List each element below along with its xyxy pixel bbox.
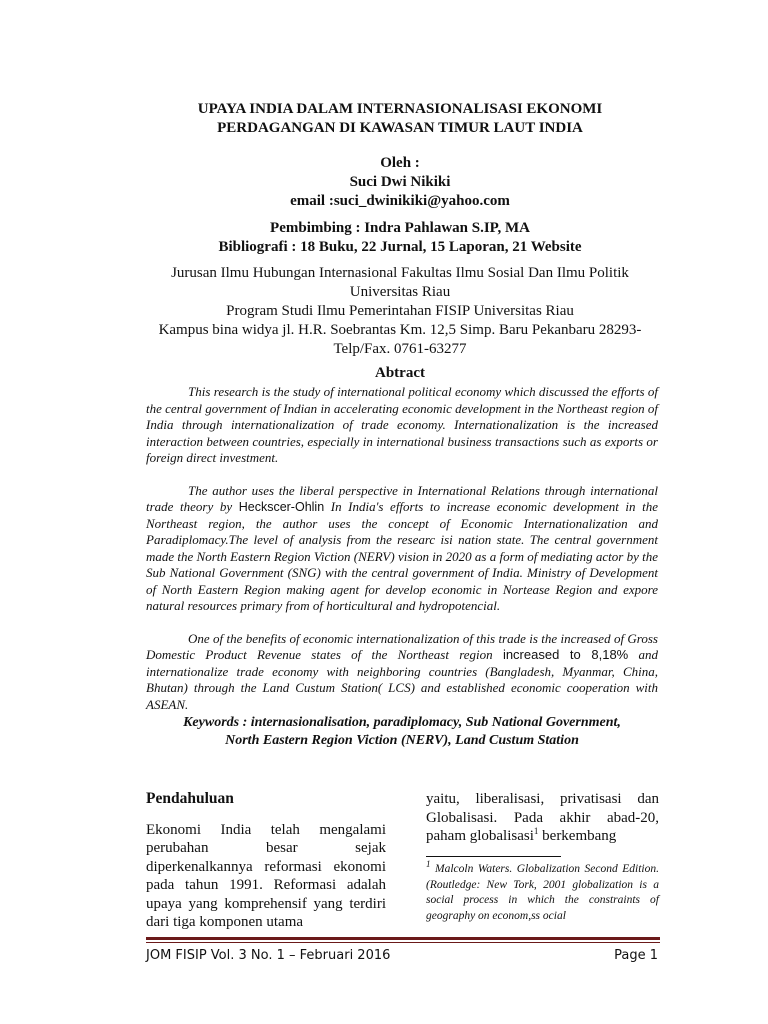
meta-block [140,219,660,257]
footnote [426,859,659,924]
footnote-reference[interactable]: 1 [533,826,539,836]
institution-block [120,264,680,359]
abstract-p2-part-b: In India's efforts to increase economic development in the Northeast region, the author uses the concept of Economic Internationalization and Paradiplomacy.The level of analysis from the researc isi nation state. The central government made the North Eastern Region Viction (NERV) vision in 2020 as a form of mediating actor by the Sub National Government (SNG) with the central government of India. Ministry of Development of North Eastern Region making agent for develop economic in Nortease Region and expore natural resources primary from of horticultural and hydropotencial. [146,499,659,613]
institution-line-5: Telp/Fax. 0761-63277 [333,341,467,357]
institution-line-4: Kampus bina widya jl. H.R. Soebrantas Km. 12,5 Simp. Baru Pekanbaru 28293- [158,322,642,338]
intro-right-tail: berkembang [538,828,617,844]
keywords-line-2: North Eastern Region Viction (NERV), Land Custum Station [225,733,579,748]
abstract-p2-part-a: The author uses the liberal perspective in International Relations through international trade theory by [146,482,658,514]
institution-line-1: Jurusan Ilmu Hubungan Internasional Fakultas Ilmu Sosial Dan Ilmu Politik [171,265,629,281]
institution-line-2: Universitas Riau [349,284,451,300]
abstract-paragraph-2 [146,483,658,615]
supervisor: Pembimbing : Indra Pahlawan S.IP, MA [270,220,530,236]
bibliography-count: Bibliografi : 18 Buku, 22 Jurnal, 15 Laporan, 21 Website [218,239,582,255]
footer-journal: JOM FISIP Vol. 3 No. 1 – Februari 2016 [146,948,391,963]
abstract-paragraph-1: This research is the study of international political economy which discussed the efforts of the central government of Indian in accelerating economic development in the Northeast region of India through internationalization of trade economy. Internationalization is the increased interaction between countries, especially in international business transactions such as exports or foreign direct investment. [146,384,658,465]
intro-left-text: Ekonomi India telah mengalami perubahan besar sejak diperkenalkannya reformasi ekonomi pada tahun 1991. Reformasi adalah upaya yang komprehensif yang terdiri dari tiga komponen utama [146,821,386,930]
right-column [426,790,659,846]
abstract-p3-part-b: and internationalize trade economy with neighboring countries (Bangladesh, Myanmar, China, Bhutan) through the Land Custum Station( LCS) and established economic cooperation with ASEAN. [146,647,659,712]
author-email: email :suci_dwinikiki@yahoo.com [290,193,510,209]
abstract-body [146,384,658,713]
footer-page-number: Page 1 [614,948,658,963]
increase-figure: increased to 8,18% [502,647,629,662]
left-column [146,790,386,932]
theory-name: Heckscer-Ohlin [238,500,325,514]
footnote-divider [426,856,561,857]
title-line-1: UPAYA INDIA DALAM INTERNASIONALISASI EKONOMI [197,101,603,117]
section-heading: Pendahuluan [146,790,234,807]
intro-right-text [426,790,659,846]
abstract-heading: Abtract [375,365,425,381]
author-oleh: Oleh : [380,155,420,171]
keywords-line-1: Keywords : internasionalisation, paradiplomacy, Sub National Government, [183,715,621,730]
intro-right-main: yaitu, liberalisasi, privatisasi dan Globalisasi. Pada akhir abad-20, paham globalisasi [426,791,659,844]
article-title [140,100,660,138]
abstract-paragraph-3 [146,631,658,714]
title-line-2: PERDAGANGAN DI KAWASAN TIMUR LAUT INDIA [217,120,583,136]
author-name: Suci Dwi Nikiki [349,174,451,190]
abstract-p3-part-a: One of the benefits of economic internationalization of this trade is the increased of Gross Domestic Product Revenue states of the Northeast region [146,630,658,662]
keywords-block [146,714,658,750]
institution-line-3: Program Studi Ilmu Pemerintahan FISIP Universitas Riau [226,303,574,319]
footnote-text: Malcoln Waters. Globalization Second Edition.(Routledge: New Tork, 2001 globalization is a social process in which the constraints of geography on econom,ss ocial [426,863,659,922]
author-block [140,154,660,211]
footnote-number: 1 [426,859,431,870]
footer-rule-thick [146,937,660,940]
footer-rule-thin [146,942,660,943]
